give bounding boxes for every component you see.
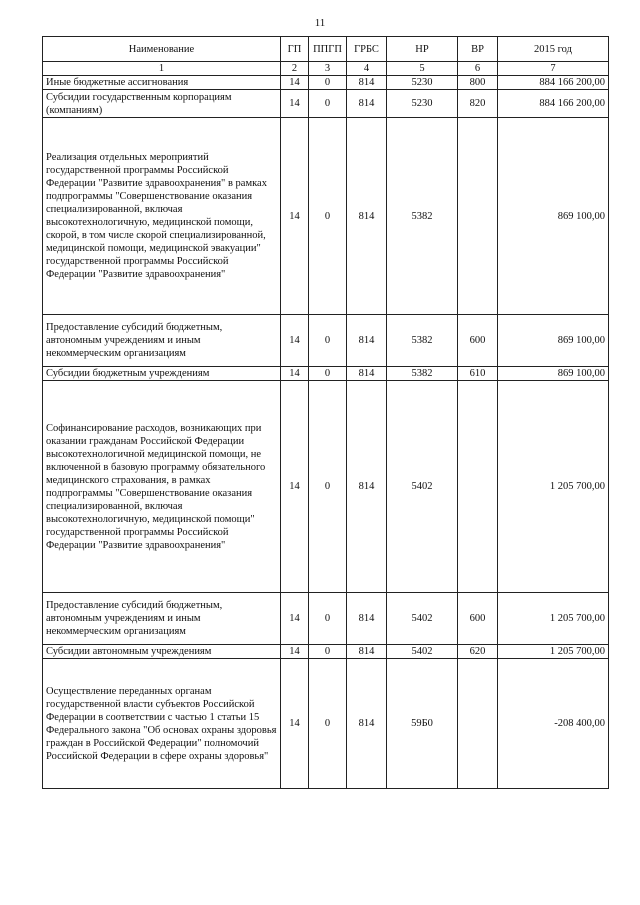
page-number: 11 [314,17,326,29]
index-cell: 4 [347,62,387,76]
row-amount: 884 166 200,00 [498,76,609,90]
header-name: Наименование [43,37,281,62]
row-name: Субсидии бюджетным учреждениям [43,367,281,381]
table-row [43,315,609,367]
row-amount: 1 205 700,00 [498,381,609,593]
row-name: Осуществление переданных органам государственной власти субъектов Российской Федерации в соответствии с частью 1 статьи 15 Федерального закона "Об основах охраны здоровья граждан в Российской Федерации" полномочий Российской Федерации в сфере охраны здоровья" [43,659,281,789]
row-grbs: 814 [347,593,387,645]
row-name: Реализация отдельных мероприятий государственной программы Российской Федерации "Развитие здравоохранения" в рамках подпрограммы "Совершенствование оказания специализированной, включая высокотехнологичную, медицинской помощи, скорой, в том числе скорой специализированной, медицинской помощи, медицинской эвакуации" государственной программы Российской Федерации "Развитие здравоохранения" [43,118,281,315]
header-grbs: ГРБС [347,37,387,62]
row-nr: 59Б0 [387,659,458,789]
row-ppgp: 0 [309,76,347,90]
row-nr: 5382 [387,367,458,381]
table-row [43,76,609,90]
row-name: Иные бюджетные ассигнования [43,76,281,90]
row-vr: 820 [458,90,498,118]
row-amount: 869 100,00 [498,367,609,381]
row-amount: 869 100,00 [498,315,609,367]
row-vr: 610 [458,367,498,381]
header-year: 2015 год [498,37,609,62]
row-gp: 14 [281,118,309,315]
table-row [43,659,609,789]
header-gp: ГП [281,37,309,62]
row-ppgp: 0 [309,593,347,645]
row-ppgp: 0 [309,367,347,381]
row-ppgp: 0 [309,118,347,315]
table-row [43,645,609,659]
row-gp: 14 [281,645,309,659]
budget-table [42,36,609,789]
table-row [43,118,609,315]
row-grbs: 814 [347,90,387,118]
row-name: Субсидии автономным учреждениям [43,645,281,659]
row-grbs: 814 [347,381,387,593]
row-amount: 1 205 700,00 [498,593,609,645]
row-grbs: 814 [347,76,387,90]
column-index-row [43,62,609,76]
row-gp: 14 [281,90,309,118]
table-row [43,90,609,118]
row-gp: 14 [281,76,309,90]
index-cell: 5 [387,62,458,76]
header-row [43,37,609,62]
index-cell: 3 [309,62,347,76]
row-nr: 5402 [387,381,458,593]
row-nr: 5230 [387,90,458,118]
index-cell: 1 [43,62,281,76]
row-vr: 800 [458,76,498,90]
row-nr: 5402 [387,645,458,659]
row-amount: 1 205 700,00 [498,645,609,659]
header-vr: ВР [458,37,498,62]
row-ppgp: 0 [309,659,347,789]
row-grbs: 814 [347,645,387,659]
row-vr [458,381,498,593]
row-ppgp: 0 [309,645,347,659]
index-cell: 7 [498,62,609,76]
row-nr: 5382 [387,118,458,315]
row-amount: 884 166 200,00 [498,90,609,118]
table-row [43,593,609,645]
row-nr: 5382 [387,315,458,367]
row-ppgp: 0 [309,381,347,593]
row-name: Субсидии государственным корпорациям (компаниям) [43,90,281,118]
row-vr: 620 [458,645,498,659]
row-gp: 14 [281,381,309,593]
index-cell: 2 [281,62,309,76]
row-grbs: 814 [347,315,387,367]
row-name: Софинансирование расходов, возникающих при оказании гражданам Российской Федерации высокотехнологичной медицинской помощи, не включенной в базовую программу обязательного медицинского страхования, в рамках подпрограммы "Совершенствование оказания специализированной, включая высокотехнологичную, медицинской помощи" государственной программы Российской Федерации "Развитие здравоохранения" [43,381,281,593]
row-gp: 14 [281,593,309,645]
row-grbs: 814 [347,659,387,789]
header-ppgp: ППГП [309,37,347,62]
row-amount: -208 400,00 [498,659,609,789]
row-name: Предоставление субсидий бюджетным, автономным учреждениям и иным некоммерческим организациям [43,315,281,367]
row-gp: 14 [281,659,309,789]
row-vr [458,659,498,789]
table-row [43,367,609,381]
row-vr [458,118,498,315]
header-nr: НР [387,37,458,62]
row-vr: 600 [458,315,498,367]
row-grbs: 814 [347,367,387,381]
row-amount: 869 100,00 [498,118,609,315]
row-gp: 14 [281,367,309,381]
table-row [43,381,609,593]
row-ppgp: 0 [309,90,347,118]
row-vr: 600 [458,593,498,645]
row-ppgp: 0 [309,315,347,367]
row-nr: 5230 [387,76,458,90]
row-grbs: 814 [347,118,387,315]
index-cell: 6 [458,62,498,76]
row-nr: 5402 [387,593,458,645]
row-gp: 14 [281,315,309,367]
row-name: Предоставление субсидий бюджетным, автономным учреждениям и иным некоммерческим организациям [43,593,281,645]
